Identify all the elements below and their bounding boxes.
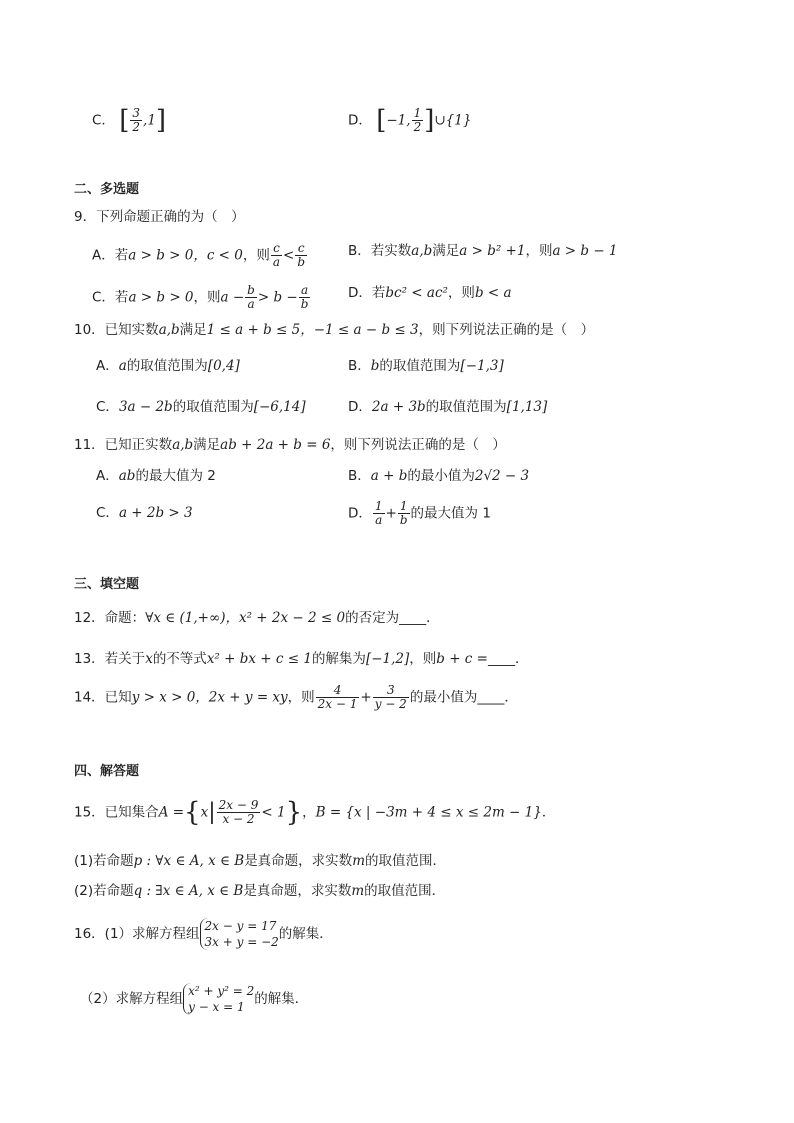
q11-option-a: A．ab的最大值为 2 xyxy=(96,468,216,484)
q15-part-2: (2)若命题q : ∃x ∈ A, x ∈ B是真命题，求实数m的取值范围． xyxy=(74,883,446,899)
question-9-stem: 9．下列命题正确的为（ ） xyxy=(74,209,245,225)
q8-option-d: D． [−1, $\frac{1}{2}$ ]∪{1} xyxy=(348,105,472,136)
q10-option-c: C．3a − 2b的取值范围为[−6,14] xyxy=(96,399,306,415)
fraction: $\frac{3}{2}$ xyxy=(132,106,141,134)
equation-system: 2x − y = 17 3x + y = −2 xyxy=(200,918,279,950)
question-11-stem: 11．已知正实数a,b满足ab + 2a + b = 6，则下列说法正确的是（ ） xyxy=(74,437,506,453)
question-10-stem: 10．已知实数a,b满足1 ≤ a + b ≤ 5，−1 ≤ a − b ≤ 3，则下列说法正确的是（ ） xyxy=(74,322,595,338)
q11-option-d: D． $\frac{1}{a}$ + $\frac{1}{b}$ 的最大值为 1 xyxy=(348,499,491,527)
q9-option-d: D．若bc² < ac²，则b < a xyxy=(348,285,512,301)
q8-option-c: C． [ $\frac{3}{2}$ ,1] xyxy=(92,105,167,136)
section-title-multiple-choice: 二、多选题 xyxy=(74,182,140,197)
q10-option-b: B．b的取值范围为[−1,3] xyxy=(348,358,504,374)
q9-option-c: C．若a > b > 0，则a − $\frac{b}{a}$ > b − $\frac{a}{b}$ xyxy=(92,283,309,311)
q15-part-1: (1)若命题p : ∀x ∈ A, x ∈ B是真命题，求实数m的取值范围． xyxy=(74,853,446,869)
fraction: $\frac{1}{2}$ xyxy=(413,106,422,134)
question-15-stem: 15．已知集合A ={x| $\frac{2x - 9}{x - 2}$ < 1}，B = {x | −3m + 4 ≤ x ≤ 2m − 1}． xyxy=(74,797,556,828)
question-16-part-2: （2）求解方程组 x² + y² = 2 y − x = 1 的解集． xyxy=(80,984,309,1014)
question-12: 12．命题：∀x ∈ (1,+∞)，x² + 2x − 2 ≤ 0的否定为____． xyxy=(74,610,440,626)
q9-option-a: A．若a > b > 0，c < 0，则 $\frac{c}{a}$ < $\frac{c}{b}$ xyxy=(92,241,306,269)
q11-option-c: C．a + 2b > 3 xyxy=(96,505,193,521)
section-title-fill-in: 三、填空题 xyxy=(74,577,140,592)
q9-option-b: B．若实数a,b满足a > b² +1，则a > b − 1 xyxy=(348,243,618,259)
option-label: D． xyxy=(348,112,372,129)
section-title-free-response: 四、解答题 xyxy=(74,764,140,779)
question-14: 14．已知y > x > 0，2x + y = xy，则 $\frac{4}{2x - 1}$ + $\frac{3}{y - 2}$ 的最小值为____． xyxy=(74,683,518,711)
option-label: C． xyxy=(92,112,115,129)
equation-system: x² + y² = 2 y − x = 1 xyxy=(183,983,254,1015)
q11-option-b: B．a + b的最小值为2√2 − 3 xyxy=(348,468,530,484)
q10-option-a: A．a的取值范围为[0,4] xyxy=(96,358,240,374)
q10-option-d: D．2a + 3b的取值范围为[1,13] xyxy=(348,399,548,415)
question-16-part-1: 16．(1）求解方程组 2x − y = 17 3x + y = −2 的解集． xyxy=(74,919,333,949)
question-13: 13．若关于x的不等式x² + bx + c ≤ 1的解集为[−1,2]，则b + c =____． xyxy=(74,651,529,667)
